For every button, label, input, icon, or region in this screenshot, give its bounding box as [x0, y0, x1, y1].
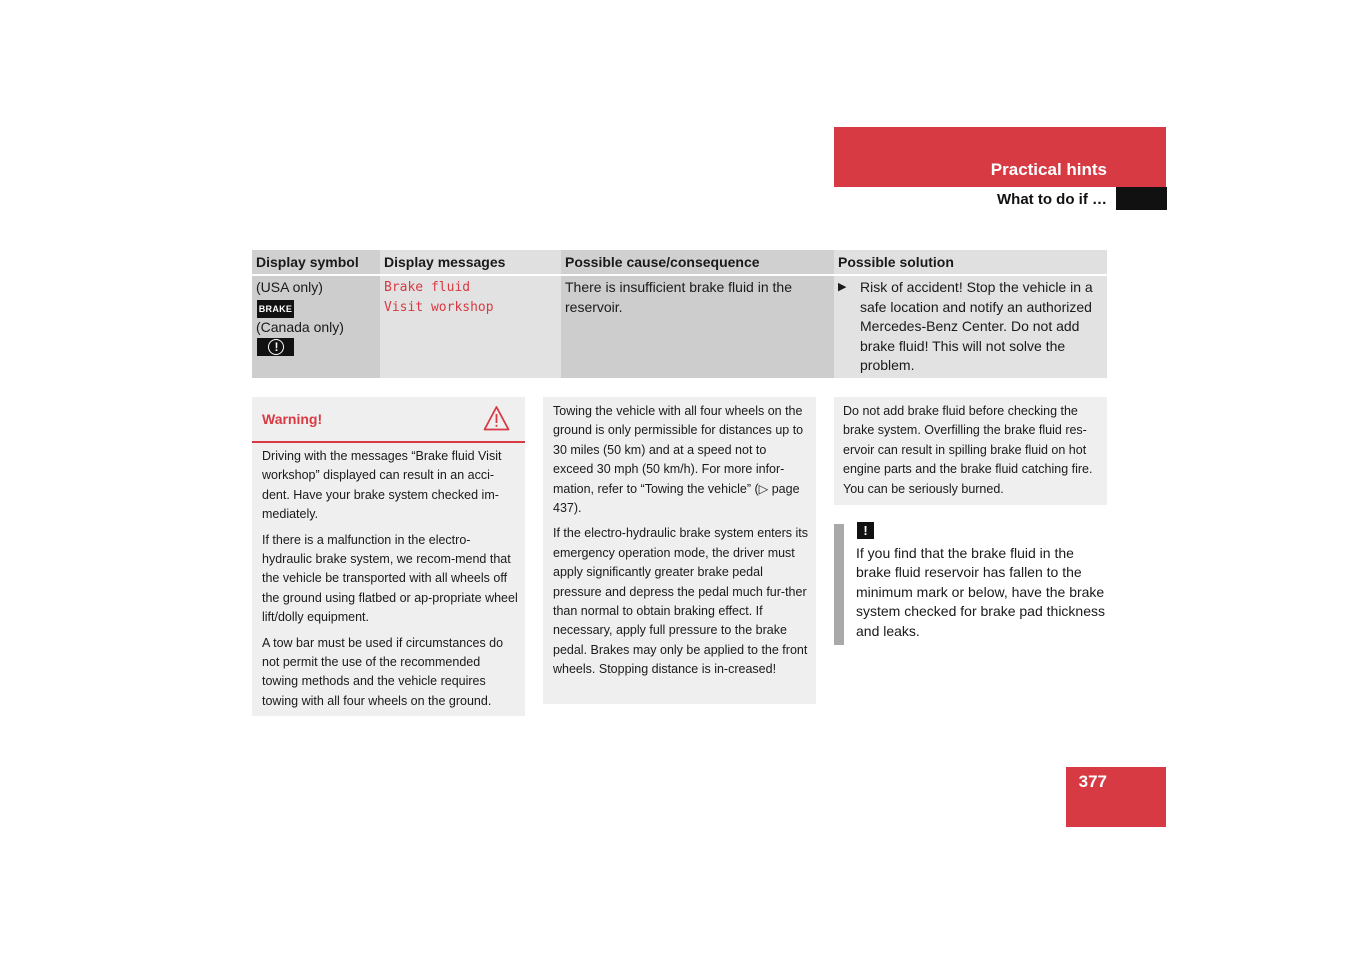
brake-warning-icon: BRAKE	[257, 300, 294, 318]
note-text: If you find that the brake fluid in the brake fluid reservoir has fallen to the minimum mark or below, have the brake system checked for brake pad thickness and leaks.	[856, 545, 1106, 639]
exclamation-icon: !	[857, 522, 874, 539]
warning-paragraph: Driving with the messages “Brake fluid Visit workshop” displayed can result in an acci-dent. Have your brake system checked im-mediately.	[262, 449, 502, 522]
note-side-bar	[834, 524, 844, 645]
warning-triangle-icon	[483, 405, 510, 432]
bullet-arrow-icon: ▶	[838, 281, 847, 293]
section-title: Practical hints	[990, 160, 1107, 179]
cell-possible-cause: There is insufficient brake fluid in the reservoir.	[561, 276, 834, 378]
emergency-mode-paragraph: If the electro-hydraulic brake system enters its emergency operation mode, the driver must apply significantly greater brake pedal pressure and depress the pedal much fur-ther than normal to obtain braking effect. If necessary, apply full pressure to the brake pedal. Brakes may only be applied to the front wheels. Stopping distance is in-creased!	[553, 526, 808, 677]
brake-circle-warning-icon: !	[257, 338, 294, 356]
table-header-display-messages: Display messages	[380, 250, 561, 275]
display-message-line2: Visit workshop	[384, 299, 494, 315]
symbol-canada-label: (Canada only)	[256, 318, 344, 335]
page-number: 377	[1078, 772, 1107, 791]
cell-possible-solution	[834, 276, 1107, 378]
warning-title: Warning!	[262, 411, 323, 427]
message-table	[252, 250, 1107, 378]
fire-hazard-text: Do not add brake fluid before checking the brake system. Overfilling the brake fluid res-ervoir can result in spilling brake fluid on hot engine parts and the brake fluid catching fire. You can be seriously burned.	[843, 404, 1093, 496]
subsection-title: What to do if …	[997, 191, 1107, 208]
header-black-tab	[1116, 187, 1167, 210]
table-header-possible-solution: Possible solution	[834, 250, 1107, 275]
towing-info-body	[553, 402, 809, 686]
table-header-possible-cause: Possible cause/consequence	[561, 250, 834, 275]
towing-paragraph: Towing the vehicle with all four wheels on the ground is only permissible for distances up to 30 miles (50 km) and at a speed not to exceed 30 mph (50 km/h). For more infor-mation, refer to “Towing the vehicle” (▷ page 437).	[553, 404, 804, 516]
warning-body	[262, 447, 518, 717]
solution-text: Risk of accident! Stop the vehicle in a safe location and notify an authorized Mercedes-Benz Center. Do not add brake fluid! This will not solve the problem.	[860, 279, 1093, 373]
table-header-display-symbol: Display symbol	[252, 250, 380, 275]
display-message-line1: Brake fluid	[384, 280, 471, 295]
symbol-usa-label: (USA only)	[256, 279, 323, 295]
warning-paragraph: A tow bar must be used if circumstances do not permit the use of the recommended towing methods and the vehicle requires towing with all four wheels on the ground.	[262, 635, 504, 708]
warning-paragraph: If there is a malfunction in the electro-hydraulic brake system, we recom-mend that the vehicle be transported with all wheels off the ground using flatbed or ap-propriate wheel lift/dolly equipment.	[262, 532, 518, 625]
cell-display-messages	[380, 276, 561, 378]
cell-display-symbol	[252, 276, 380, 378]
